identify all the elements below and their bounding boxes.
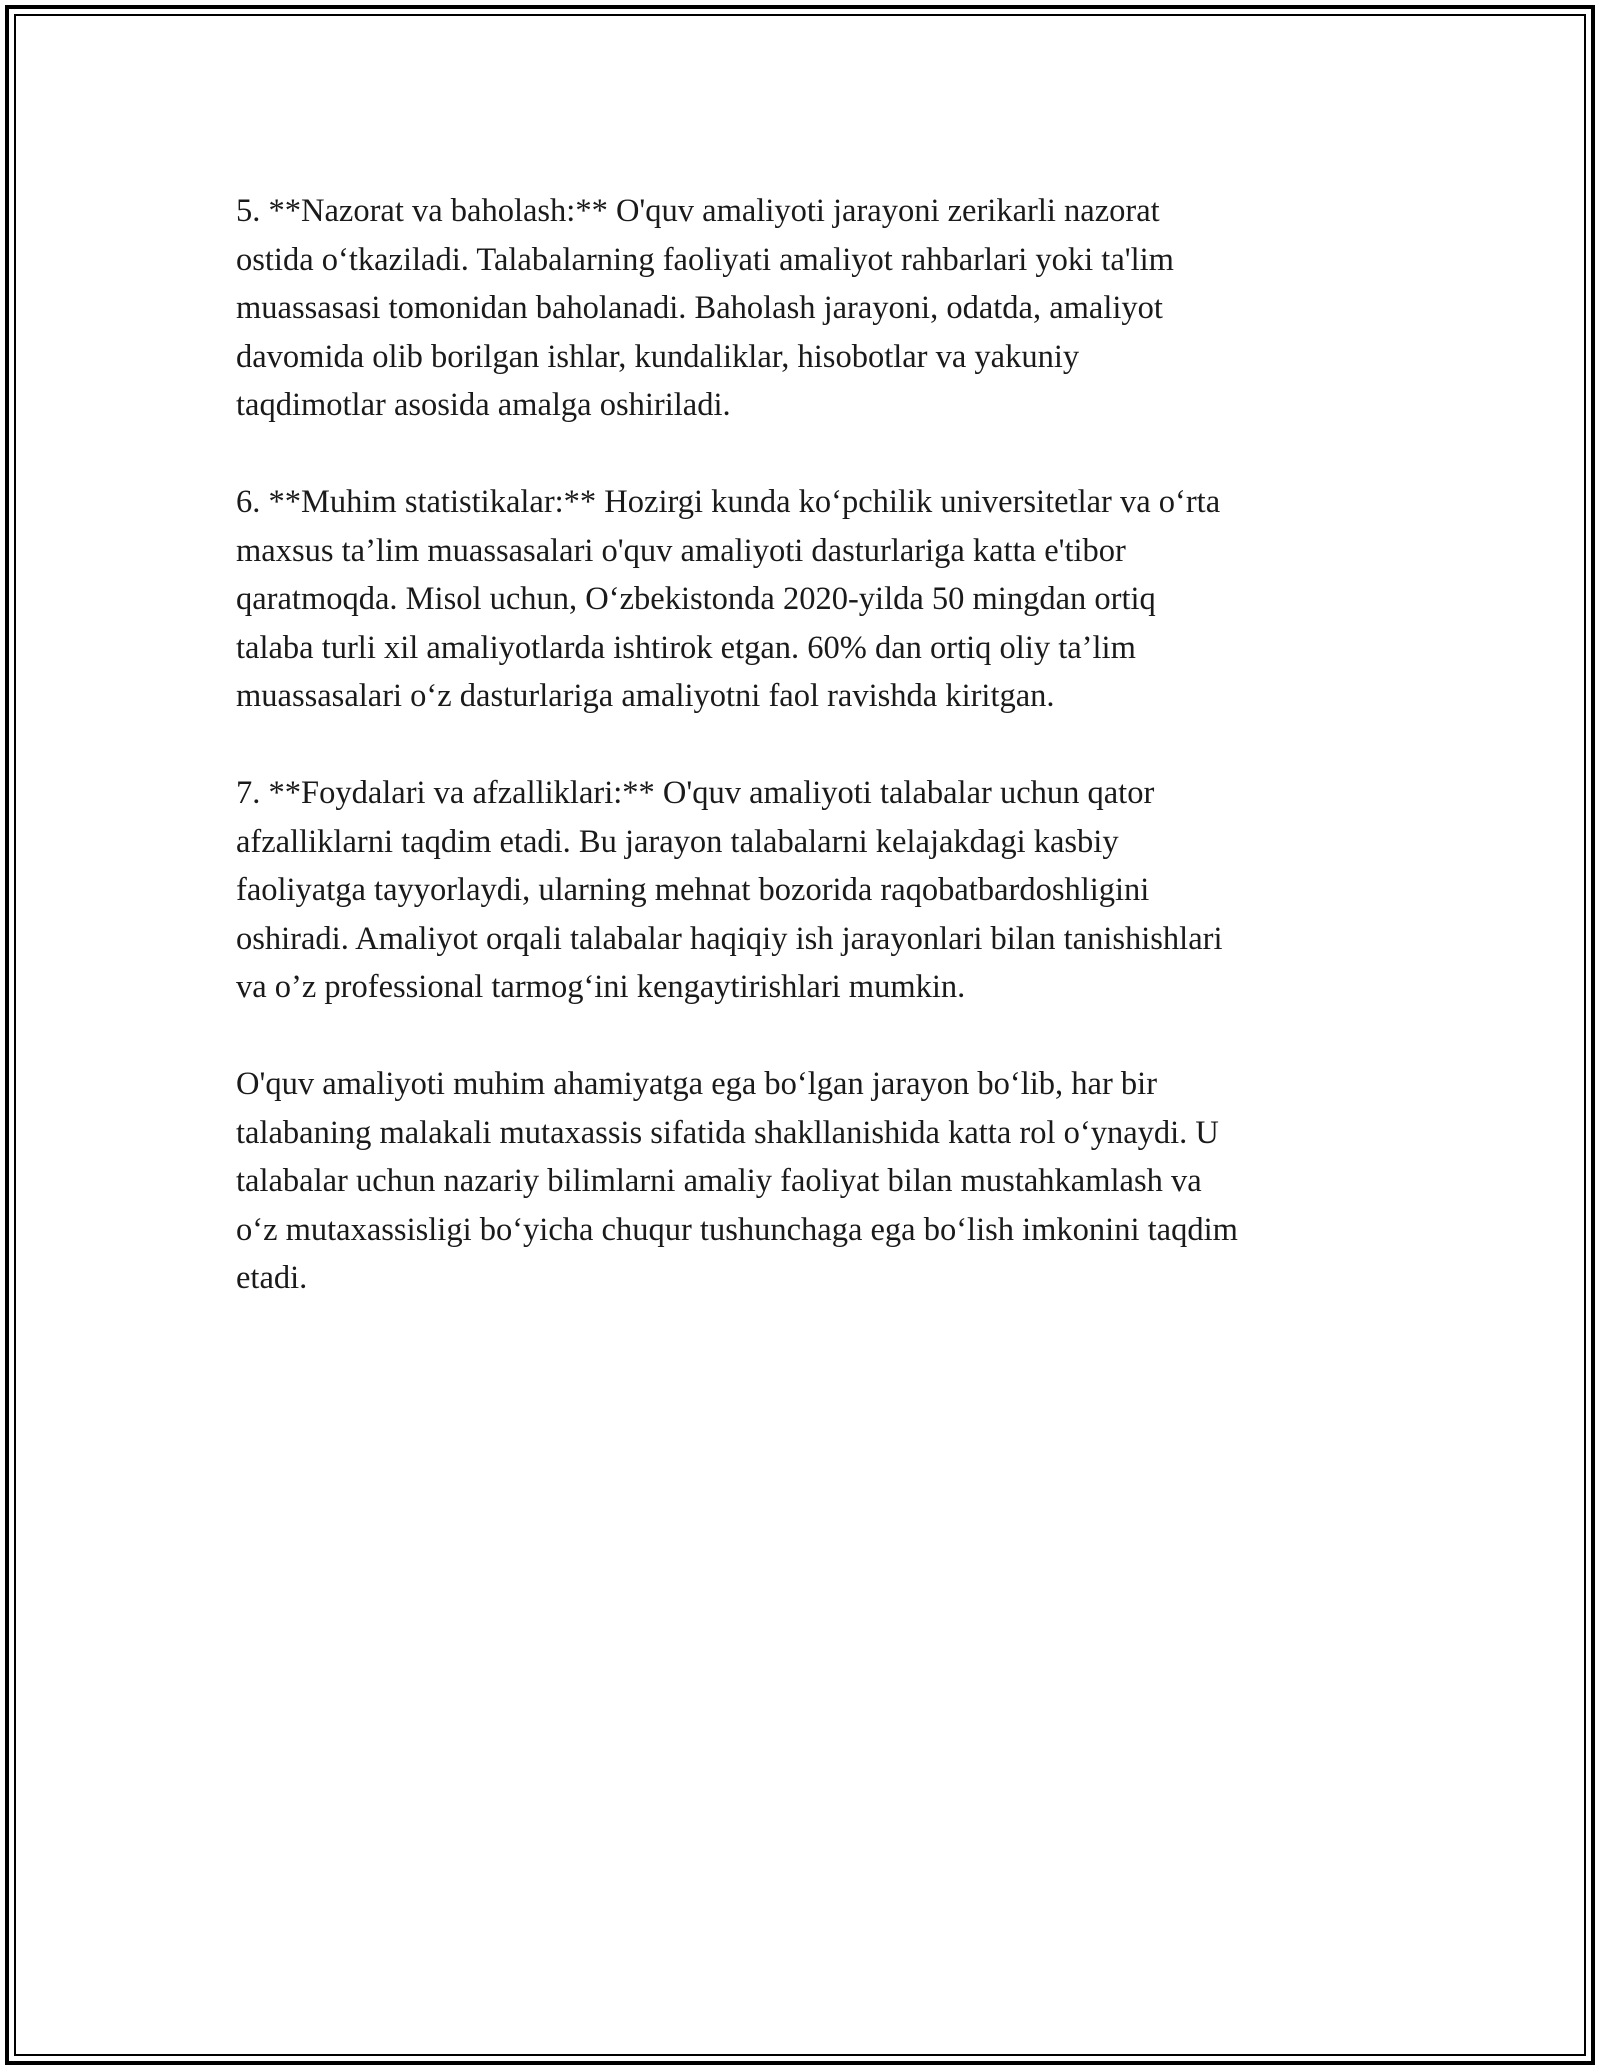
paragraph-benefits-and-advantages: 7. **Foydalari va afzalliklari:** O'quv amaliyoti talabalar uchun qator afzalliklarni taqdim etadi. Bu jarayon talabalarni kelajakdagi kasbiy faoliyatga tayyorlaydi, ularning mehnat bozorida raqobatbardoshligini oshiradi. Amaliyot orqali talabalar haqiqiy ish jarayonlari bilan tanishishlari va o’z professional tarmog‘ini kengaytirishlari mumkin. xyxy=(236,775,1223,1005)
paragraph-control-and-assessment: 5. **Nazorat va baholash:** O'quv amaliyoti jarayoni zerikarli nazorat ostida o‘tkaziladi. Talabalarning faoliyati amaliyot rahbarlari yoki ta'lim muassasasi tomonidan baholanadi. Baholash jarayoni, odatda, amaliyot davomida olib borilgan ishlar, kundaliklar, hisobotlar va yakuniy taqdimotlar asosida amalga oshiriladi. xyxy=(236,193,1174,423)
paragraph-conclusion: O'quv amaliyoti muhim ahamiyatga ega bo‘lgan jarayon bo‘lib, har bir talabaning malakali mutaxassis sifatida shakllanishida katta rol o‘ynaydi. U talabalar uchun nazariy bilimlarni amaliy faoliyat bilan mustahkamlash va o‘z mutaxassisligi bo‘yicha chuqur tushunchaga ega bo‘lish imkonini taqdim etadi. xyxy=(236,1066,1238,1296)
paragraph-important-statistics: 6. **Muhim statistikalar:** Hozirgi kunda ko‘pchilik universitetlar va o‘rta maxsus ta’lim muassasalari o'quv amaliyoti dasturlariga katta e'tibor qaratmoqda. Misol uchun, O‘zbekistonda 2020-yilda 50 mingdan ortiq talaba turli xil amaliyotlarda ishtirok etgan. 60% dan ortiq oliy ta’lim muassasalari o‘z dasturlariga amaliyotni faol ravishda kiritgan. xyxy=(236,484,1221,714)
document-body xyxy=(236,187,1386,1351)
